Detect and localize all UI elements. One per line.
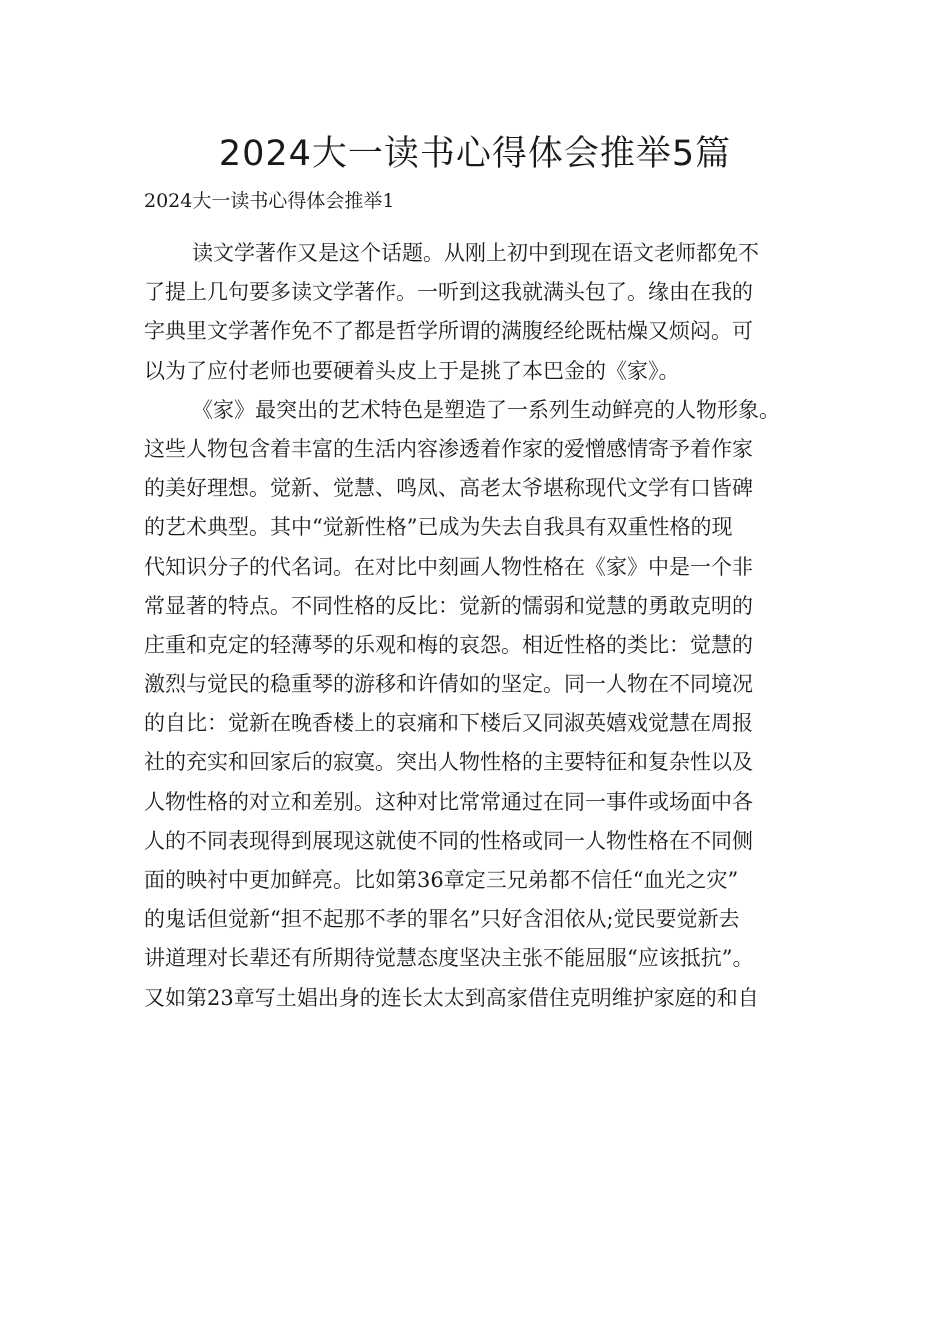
text-line: 人物性格的对立和差别。这种对比常常通过在同一事件或场面中各 [144, 789, 753, 814]
text-line: 以为了应付老师也要硬着头皮上于是挑了本巴金的《家》。 [144, 358, 680, 383]
document-body [144, 234, 812, 1018]
text-line: 的艺术典型。其中“觉新性格”已成为失去自我具有双重性格的现 [144, 515, 733, 540]
text-line: 字典里文学著作免不了都是哲学所谓的满腹经纶既枯燥又烦闷。可 [144, 319, 753, 344]
text-line: 的鬼话但觉新“担不起那不孝的罪名”只好含泪依从;觉民要觉新去 [144, 907, 740, 932]
text-line: 这些人物包含着丰富的生活内容渗透着作家的爱憎感情寄予着作家 [144, 436, 753, 461]
text-line: 的美好理想。觉新、觉慧、鸣凤、高老太爷堪称现代文学有口皆碑 [144, 476, 753, 501]
text-line: 人的不同表现得到展现这就使不同的性格或同一人物性格在不同侧 [144, 828, 753, 853]
text-line: 庄重和克定的轻薄琴的乐观和梅的哀怨。相近性格的类比：觉慧的 [144, 632, 753, 657]
text-line: 代知识分子的代名词。在对比中刻画人物性格在《家》中是一个非 [144, 554, 753, 579]
section-heading: 2024大一读书心得体会推举1 [144, 190, 395, 212]
text-line: 又如第23章写土娼出身的连长太太到高家借住克明维护家庭的和自 [144, 985, 759, 1010]
text-line: 《家》最突出的艺术特色是塑造了一系列生动鲜亮的人物形象。 [192, 397, 780, 422]
text-line: 讲道理对长辈还有所期待觉慧态度坚决主张不能屈服“应该抵抗”。 [144, 946, 754, 971]
document-title: 2024大一读书心得体会推举5篇 [218, 134, 732, 174]
paragraph [144, 234, 812, 391]
text-line: 读文学著作又是这个话题。从刚上初中到现在语文老师都免不 [192, 241, 759, 265]
text-line: 的自比：觉新在晚香楼上的哀痛和下楼后又同淑英嬉戏觉慧在周报 [144, 711, 753, 736]
text-line: 激烈与觉民的稳重琴的游移和许倩如的坚定。同一人物在不同境况 [144, 672, 753, 697]
text-line: 了提上几句要多读文学著作。一听到这我就满头包了。缘由在我的 [144, 280, 753, 305]
text-line: 社的充实和回家后的寂寞。突出人物性格的主要特征和复杂性以及 [144, 750, 753, 775]
text-line: 面的映衬中更加鲜亮。比如第36章定三兄弟都不信任“血光之灾” [144, 868, 739, 892]
text-line: 常显著的特点。不同性格的反比：觉新的懦弱和觉慧的勇敢克明的 [144, 593, 753, 618]
paragraph [144, 391, 812, 1018]
